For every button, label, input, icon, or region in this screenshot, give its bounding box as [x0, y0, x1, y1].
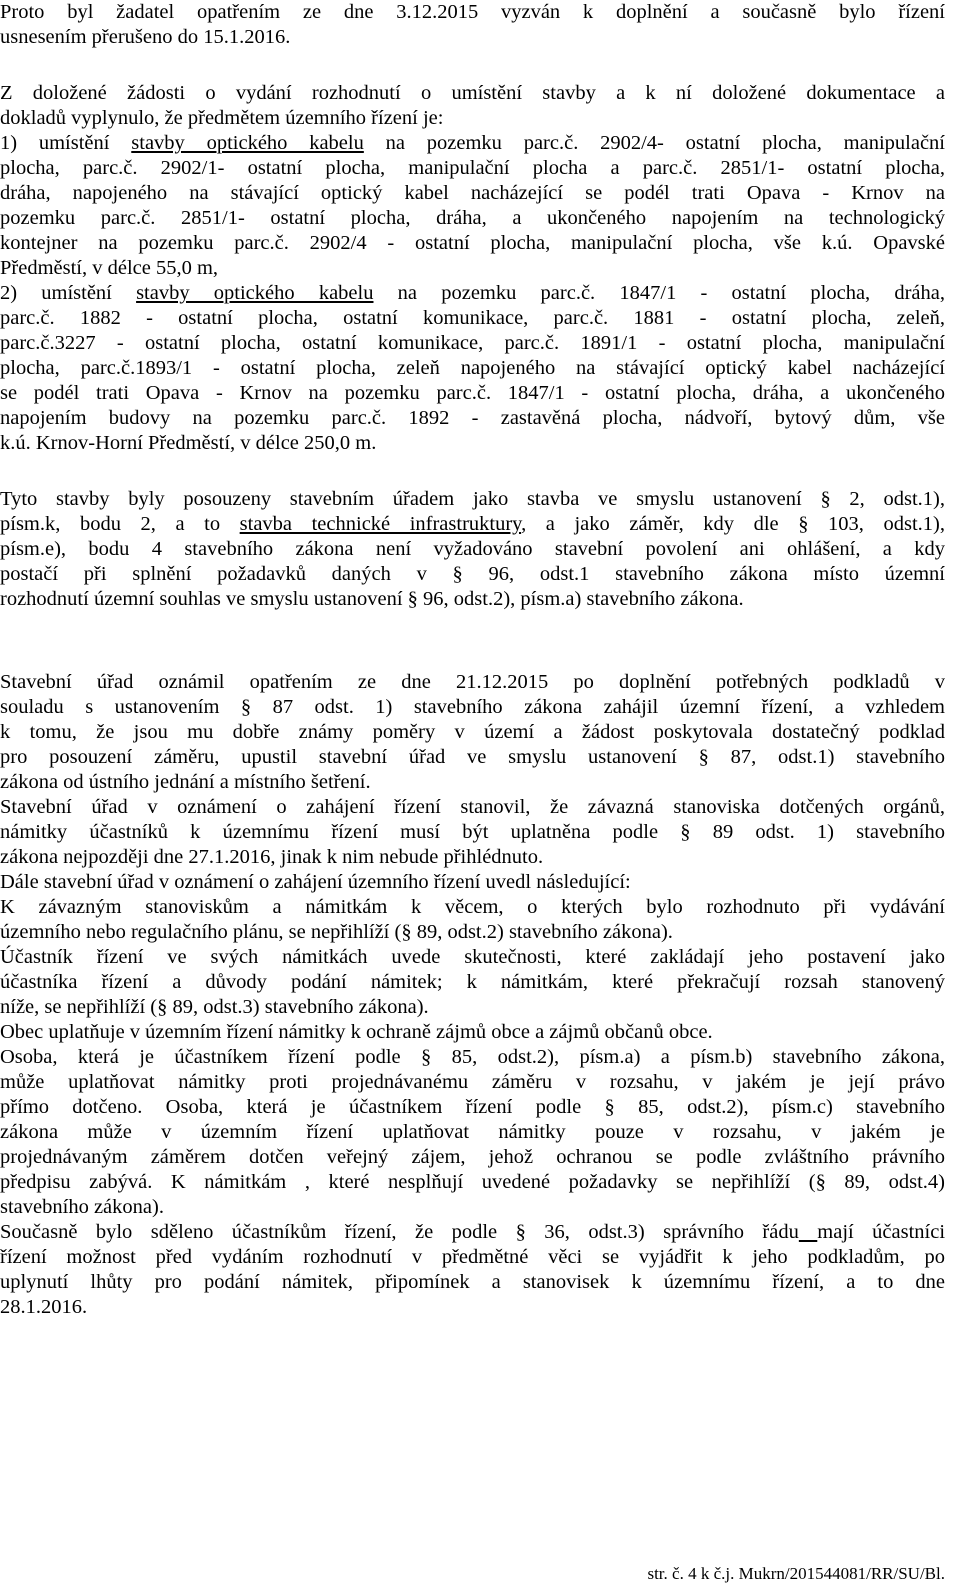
text-line: Dále stavební úřad v oznámení o zahájení územního řízení uvedl následující:: [0, 871, 631, 893]
underlined-space: [799, 1221, 817, 1243]
text-line: napojením budovy na pozemku parc.č. 1892 - zastavěná plocha, nádvoří, bytový dům, vše: [0, 407, 945, 429]
underlined-term: stavba technické infrastruktury: [239, 513, 522, 535]
text-line: parc.č. 1882 - ostatní plocha, ostatní komunikace, parc.č. 1881 - ostatní plocha, zeleň,: [0, 307, 945, 329]
text-line: 2) umístění stavby optického kabelu na pozemku parc.č. 1847/1 - ostatní plocha, dráha,: [0, 282, 946, 304]
text-line: k.ú. Krnov-Horní Předměstí, v délce 250,0 m.: [0, 432, 377, 454]
text-line: 1) umístění stavby optického kabelu na pozemku parc.č. 2902/4- ostatní plocha, manipulační: [0, 132, 945, 154]
text-line: Osoba, která je účastníkem řízení podle § 85, odst.2), písm.a) a písm.b) stavebního zákona,: [0, 1046, 945, 1068]
text-line: parc.č.3227 - ostatní plocha, ostatní komunikace, parc.č. 1891/1 - ostatní plocha, manipulační: [0, 332, 945, 354]
text-line: Stavební úřad v oznámení o zahájení řízení stanovil, že závazná stanoviska dotčených orgánů,: [0, 796, 945, 818]
text-line: kontejner na pozemku parc.č. 2902/4 - ostatní plocha, manipulační plocha, vše k.ú. Opavské: [0, 232, 945, 254]
text-line: Současně bylo sděleno účastníkům řízení, že podle § 36, odst.3) správního řádu mají účastníci: [0, 1221, 946, 1243]
text-line: stavebního zákona).: [0, 1196, 164, 1218]
text-line: písm.e), bodu 4 stavebního zákona není vyžadováno stavební povolení ani ohlášení, a kdy: [0, 538, 945, 560]
text-line: níže, se nepřihlíží (§ 89, odst.3) stavebního zákona).: [0, 996, 429, 1018]
text-line: 28.1.2016.: [0, 1296, 88, 1318]
text-line: Obec uplatňuje v územním řízení námitky k ochraně zájmů obce a zájmů občanů obce.: [0, 1021, 713, 1043]
text-line: pro posouzení záměru, upustil stavební úřad ve smyslu ustanovení § 87, odst.1) stavebního: [0, 746, 945, 768]
text-line: zákona od ústního jednání a místního šetření.: [0, 771, 371, 793]
text-line: Účastník řízení ve svých námitkách uvede skutečnosti, které zakládají jeho postavení jako: [0, 946, 945, 968]
text-line: pozemku parc.č. 2851/1- ostatní plocha, dráha, a ukončeného napojením na technologický: [0, 207, 945, 229]
text-line: projednávaným záměrem dotčen veřejný zájem, jehož ochranou se podle zvláštního právního: [0, 1146, 945, 1168]
text-line: plocha, parc.č.1893/1 - ostatní plocha, zeleň napojeného na stávající optický kabel nacházející: [0, 357, 945, 379]
text-line: zákona může v územním řízení uplatňovat námitky pouze v rozsahu, v jakém je: [0, 1121, 945, 1143]
text-line: usnesením přerušeno do 15.1.2016.: [0, 26, 291, 48]
underlined-term: stavby optického kabelu: [131, 132, 364, 154]
text-line: Proto byl žadatel opatřením ze dne 3.12.2015 vyzván k doplnění a současně bylo řízení: [0, 1, 945, 23]
page-footer: str. č. 4 k č.j. Mukrn/201544081/RR/SU/Bl.: [647, 1564, 945, 1583]
text-line: námitky účastníků k územnímu řízení musí být uplatněna podle § 89 odst. 1) stavebního: [0, 821, 945, 843]
text-line: předpisu zabývá. K námitkám , které nesplňují uvedené požadavky se nepřihlíží (§ 89, odst.4): [0, 1171, 945, 1193]
text-line: Stavební úřad oznámil opatřením ze dne 21.12.2015 po doplnění potřebných podkladů v: [0, 671, 945, 693]
text-line: může uplatňovat námitky proti projednávanému záměru v rozsahu, v jakém je její právo: [0, 1071, 945, 1093]
text-line: zákona nejpozději dne 27.1.2016, jinak k nim nebude přihlédnuto.: [0, 846, 544, 868]
text-line: rozhodnutí územní souhlas ve smyslu ustanovení § 96, odst.2), písm.a) stavebního zákona.: [0, 588, 744, 610]
text-line: k tomu, že jsou mu dobře známy poměry v území a žádost poskytovala dostatečný podklad: [0, 721, 945, 743]
text-line: územního nebo regulačního plánu, se nepřihlíží (§ 89, odst.2) stavebního zákona).: [0, 921, 673, 943]
text-line: řízení možnost před vydáním rozhodnutí v předmětné věci se vyjádřit k jeho podkladům, po: [0, 1246, 945, 1268]
text-line: dokladů vyplynulo, že předmětem územního řízení je:: [0, 107, 444, 129]
text-line: přímo dotčeno. Osoba, která je účastníkem řízení podle § 85, odst.2), písm.c) stavebního: [0, 1096, 945, 1118]
text-line: K závazným stanoviskům a námitkám k věcem, o kterých bylo rozhodnuto při vydávání: [0, 896, 945, 918]
text-line: Předměstí, v délce 55,0 m,: [0, 257, 219, 279]
text-line: plocha, parc.č. 2902/1- ostatní plocha, manipulační plocha a parc.č. 2851/1- ostatní plocha,: [0, 157, 945, 179]
text-line: Tyto stavby byly posouzeny stavebním úřadem jako stavba ve smyslu ustanovení § 2, odst.1),: [0, 488, 945, 510]
text-line: se podél trati Opava - Krnov na pozemku parc.č. 1847/1 - ostatní plocha, dráha, a ukončeného: [0, 382, 945, 404]
text-line: písm.k, bodu 2, a to stavba technické infrastruktury, a jako záměr, kdy dle § 103, odst.1),: [0, 513, 946, 535]
text-line: účastníka řízení a důvody podání námitek; k námitkám, které překračují rozsah stanovený: [0, 971, 945, 993]
text-line: dráha, napojeného na stávající optický kabel nacházející se podél trati Opava - Krnov na: [0, 182, 945, 204]
text-line: Z doložené žádosti o vydání rozhodnutí o umístění stavby a k ní doložené dokumentace a: [0, 82, 945, 104]
text-line: postačí při splnění požadavků daných v § 96, odst.1 stavebního zákona místo územní: [0, 563, 945, 585]
underlined-term: stavby optického kabelu: [136, 282, 374, 304]
text-line: souladu s ustanovením § 87 odst. 1) stavebního zákona zahájil územní řízení, a vzhledem: [0, 696, 945, 718]
text-line: uplynutí lhůty pro podání námitek, připomínek a stanovisek k územnímu řízení, a to dne: [0, 1271, 945, 1293]
